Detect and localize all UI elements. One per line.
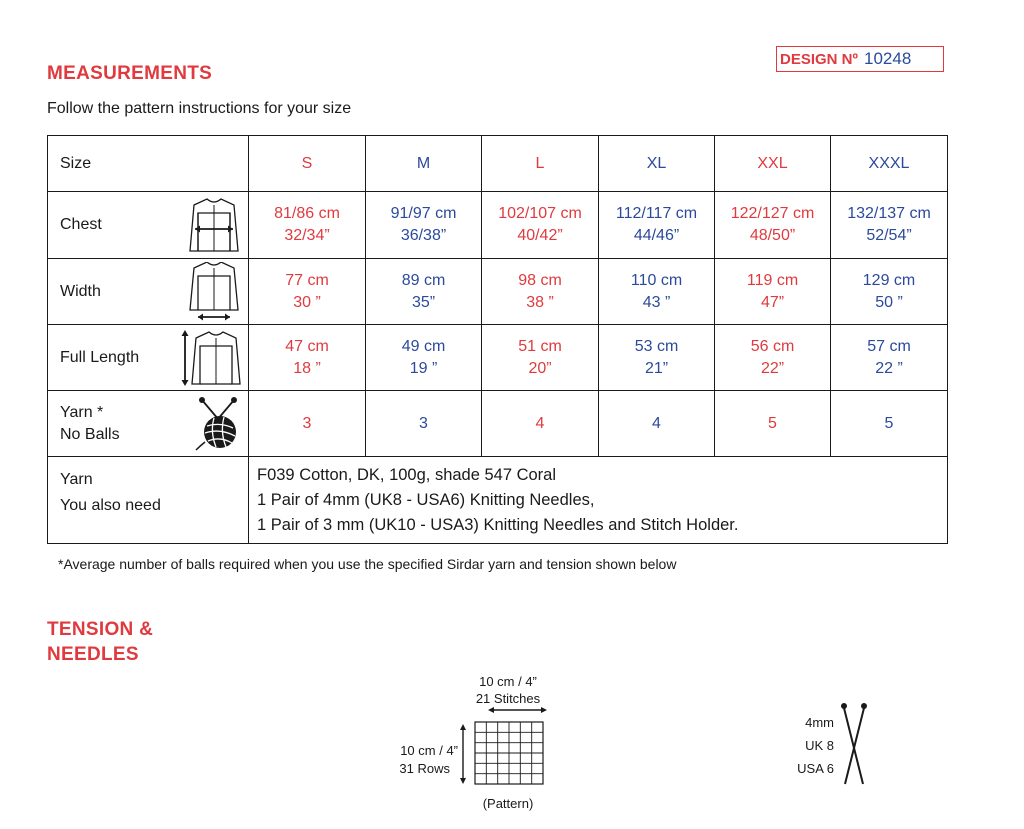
cell-cm: 53 cm <box>634 337 679 355</box>
balls-cell: 3 <box>366 391 482 457</box>
needle-size-usa: USA 6 <box>797 761 834 776</box>
balls-cell: 4 <box>599 391 715 457</box>
cell-cm: 49 cm <box>401 337 446 355</box>
cell-cm: 129 cm <box>862 271 916 289</box>
row-label: No Balls <box>60 425 120 443</box>
size-row <box>48 136 948 192</box>
row-label: Width <box>60 282 101 300</box>
yarn-balls-row <box>48 391 948 457</box>
tension-heading-line: NEEDLES <box>47 644 139 665</box>
tension-height-label: 10 cm / 4” <box>400 743 458 758</box>
size-label: Size <box>48 136 249 192</box>
yarn-line: F039 Cotton, DK, 100g, shade 547 Coral <box>257 465 557 484</box>
cell-inch: 47” <box>760 293 785 311</box>
cell-cm: 47 cm <box>285 337 329 355</box>
yarn-label: Yarn <box>60 471 93 488</box>
cell-cm: 122/127 cm <box>730 205 815 222</box>
length-measure-icon <box>180 328 242 388</box>
cell-inch: 50 ” <box>875 293 903 311</box>
tension-width-label: 10 cm / 4” <box>479 674 537 689</box>
also-need-label: You also need <box>60 497 161 514</box>
cell-inch: 30 ” <box>293 293 321 311</box>
cell-inch: 20” <box>528 359 552 377</box>
cell-cm: 77 cm <box>285 271 329 289</box>
yarn-ball-icon <box>194 396 242 452</box>
cell-inch: 38 ” <box>526 293 554 311</box>
row-label: Full Length <box>60 348 140 366</box>
size-header: XXL <box>715 136 831 192</box>
width-measure-icon <box>186 262 242 322</box>
cell-inch: 44/46” <box>633 227 680 244</box>
width-row <box>48 259 948 325</box>
balls-cell: 5 <box>715 391 831 457</box>
tension-heading <box>47 617 153 667</box>
cell-cm: 119 cm <box>746 271 799 289</box>
cell-cm: 132/137 cm <box>847 205 931 222</box>
chest-row <box>48 192 948 259</box>
row-label: Yarn * <box>60 403 104 421</box>
cell-inch: 21” <box>644 359 669 377</box>
cell-inch: 22” <box>760 359 785 377</box>
size-header: XL <box>599 136 715 192</box>
tension-pattern-label: (Pattern) <box>482 796 534 811</box>
crossed-needles-icon <box>838 700 870 788</box>
design-number: 10248 <box>864 49 912 68</box>
balls-cell: 3 <box>249 391 366 457</box>
balls-cell: 5 <box>831 391 948 457</box>
cell-cm: 81/86 cm <box>274 205 340 222</box>
size-header: L <box>482 136 599 192</box>
measurements-heading: MEASUREMENTS <box>47 63 213 84</box>
cell-inch: 52/54” <box>866 227 912 244</box>
needle-size-mm: 4mm <box>805 715 834 730</box>
cell-cm: 51 cm <box>518 337 562 355</box>
size-header: M <box>366 136 482 192</box>
footnote: *Average number of balls required when you use the specified Sirdar yarn and tension shown below <box>58 556 677 572</box>
needles-line: 1 Pair of 4mm (UK8 - USA6) Knitting Needles, <box>257 490 595 509</box>
size-header: S <box>249 136 366 192</box>
cell-cm: 56 cm <box>750 337 795 355</box>
row-label: Chest <box>60 216 102 233</box>
cell-inch: 48/50” <box>749 227 796 244</box>
design-label: DESIGN Nº <box>780 50 858 68</box>
balls-cell: 4 <box>482 391 599 457</box>
tension-heading-line: TENSION & <box>47 619 154 640</box>
cell-inch: 36/38” <box>400 227 447 244</box>
tension-swatch-icon <box>455 704 560 794</box>
cell-cm: 110 cm <box>630 271 683 289</box>
cell-cm: 112/117 cm <box>615 205 698 222</box>
subtitle: Follow the pattern instructions for your size <box>47 100 352 117</box>
cell-inch: 32/34” <box>284 227 330 244</box>
cell-inch: 43 ” <box>642 293 671 311</box>
cell-cm: 91/97 cm <box>390 205 457 222</box>
needles-line: 1 Pair of 3 mm (UK10 - USA3) Knitting Needles and Stitch Holder. <box>257 515 739 534</box>
tension-rows-label: 31 Rows <box>399 761 450 776</box>
cell-inch: 40/42” <box>517 227 563 244</box>
cell-inch: 22 ” <box>875 359 903 377</box>
yarn-row <box>48 457 948 544</box>
cell-inch: 18 ” <box>293 359 321 377</box>
measurements-table <box>47 135 948 544</box>
size-header: XXXL <box>831 136 948 192</box>
design-number-box <box>776 46 944 72</box>
cell-inch: 19 ” <box>409 359 438 377</box>
full-length-row <box>48 325 948 391</box>
cell-cm: 89 cm <box>401 271 446 289</box>
cell-inch: 35” <box>411 293 436 311</box>
needle-size-uk: UK 8 <box>805 738 834 753</box>
tension-stitches-label: 21 Stitches <box>475 691 541 706</box>
chest-measure-icon <box>186 195 242 255</box>
cell-cm: 102/107 cm <box>498 205 582 222</box>
cell-cm: 98 cm <box>518 271 562 289</box>
cell-cm: 57 cm <box>867 337 911 355</box>
